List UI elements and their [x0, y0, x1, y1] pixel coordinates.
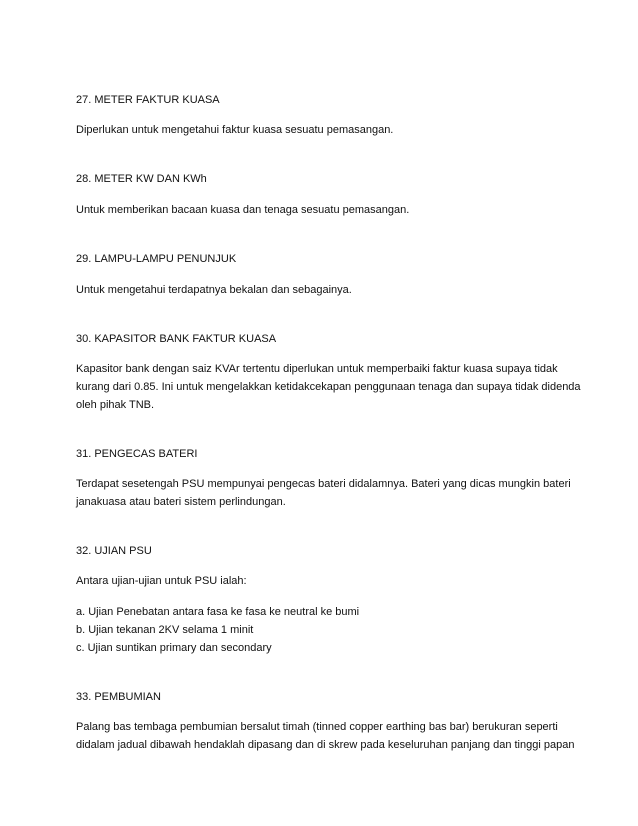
section-body-31-line-1: Terdapat sesetengah PSU mempunyai pengecas bateri didalamnya. Bateri yang dicas mungkin bateri — [76, 478, 571, 490]
section-body-33-line-1: Palang bas tembaga pembumian bersalut timah (tinned copper earthing bas bar) berukuran seperti — [76, 721, 558, 733]
section-body-30-line-2: kurang dari 0.85. Ini untuk mengelakkan ketidakcekapan penggunaan tenaga dan supaya tidak didenda — [76, 381, 581, 393]
section-heading-27: 27. METER FAKTUR KUASA — [76, 94, 220, 106]
section-body-27-line-1: Diperlukan untuk mengetahui faktur kuasa sesuatu pemasangan. — [76, 124, 394, 136]
section-body-31-line-2: janakuasa atau bateri sistem perlindungan. — [76, 496, 286, 508]
list-item-b: b. Ujian tekanan 2KV selama 1 minit — [76, 624, 254, 636]
section-body-30-line-1: Kapasitor bank dengan saiz KVAr tertentu diperlukan untuk memperbaiki faktur kuasa supaya tidak — [76, 363, 558, 375]
section-heading-29: 29. LAMPU-LAMPU PENUNJUK — [76, 253, 237, 265]
list-item-c: c. Ujian suntikan primary dan secondary — [76, 642, 272, 654]
section-heading-31: 31. PENGECAS BATERI — [76, 448, 198, 460]
section-body-29-line-1: Untuk mengetahui terdapatnya bekalan dan sebagainya. — [76, 284, 352, 296]
list-item-a: a. Ujian Penebatan antara fasa ke fasa ke neutral ke bumi — [76, 606, 360, 618]
section-heading-33: 33. PEMBUMIAN — [76, 691, 161, 703]
section-body-28-line-1: Untuk memberikan bacaan kuasa dan tenaga sesuatu pemasangan. — [76, 204, 410, 216]
section-heading-32: 32. UJIAN PSU — [76, 545, 152, 557]
section-body-30-line-3: oleh pihak TNB. — [76, 399, 155, 411]
section-body-33-line-2: didalam jadual dibawah hendaklah dipasang dan di skrew pada keseluruhan panjang dan tinggi papan — [76, 739, 575, 751]
section-heading-28: 28. METER KW DAN KWh — [76, 173, 207, 185]
section-heading-30: 30. KAPASITOR BANK FAKTUR KUASA — [76, 333, 277, 345]
section-body-32-line-1: Antara ujian-ujian untuk PSU ialah: — [76, 575, 247, 587]
